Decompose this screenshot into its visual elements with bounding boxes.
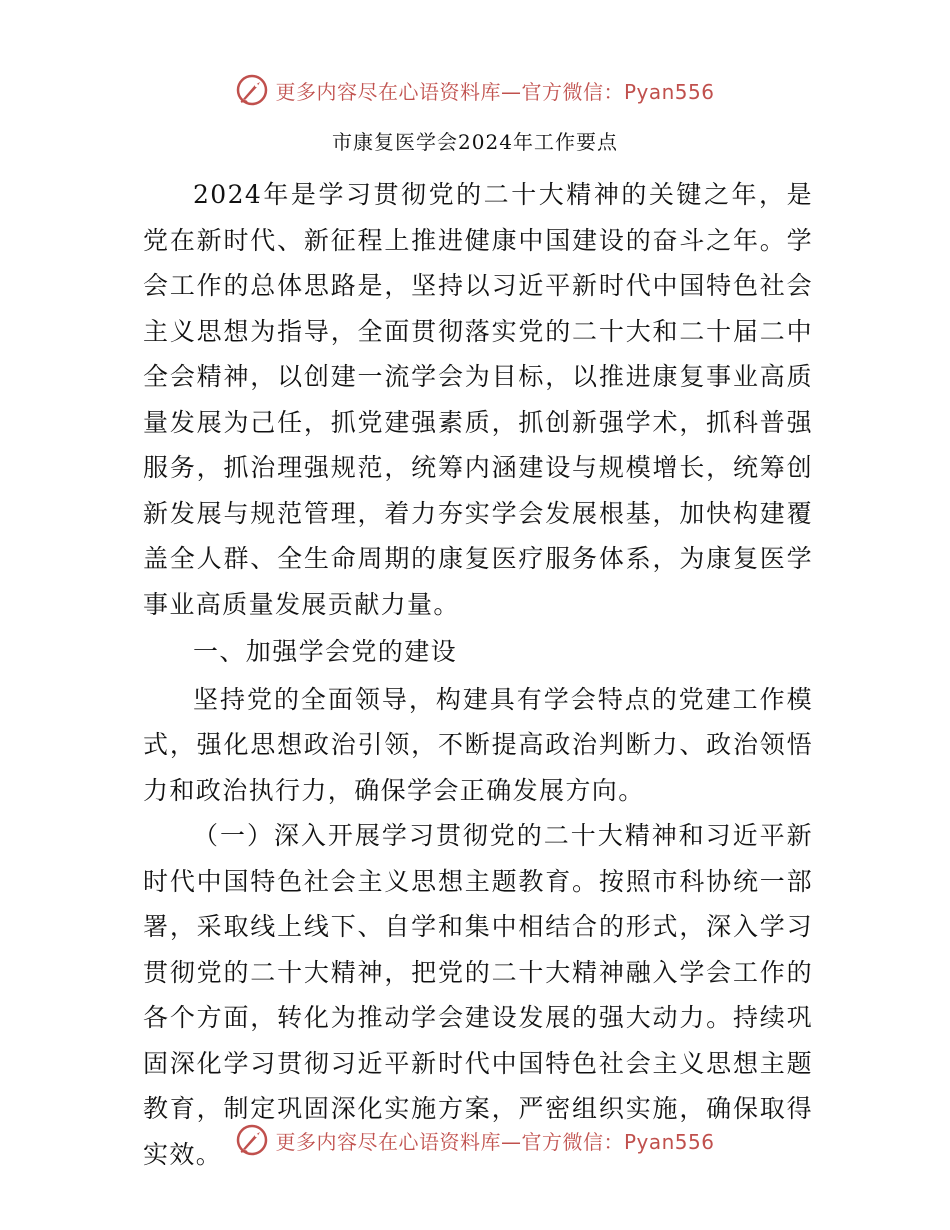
pen-nib-logo-icon xyxy=(235,73,269,107)
watermark-text: 更多内容尽在心语资料库—官方微信：Pyan556 xyxy=(275,79,715,104)
watermark-banner-bottom xyxy=(0,1118,950,1162)
paragraph-subsection-1: （一）深入开展学习贯彻党的二十大精神和习近平新时代中国特色社会主义思想主题教育。按照市科协统一部署，采取线上线下、自学和集中相结合的形式，深入学习贯彻党的二十大精神，把党的二十大精神融入学会工作的各个方面，转化为推动学会建设发展的强大动力。持续巩固深化学习贯彻习近平新时代中国特色社会主义思想主题教育，制定巩固深化实施方案，严密组织实施，确保取得实效。 xyxy=(143,821,813,1169)
paragraph-intro: 2024年是学习贯彻党的二十大精神的关键之年，是党在新时代、新征程上推进健康中国建设的奋斗之年。学会工作的总体思路是，坚持以习近平新时代中国特色社会主义思想为指导，全面贯彻落实党的二十大和二十届二中全会精神，以创建一流学会为目标，以推进康复事业高质量发展为己任，抓党建强素质，抓创新强学术，抓科普强服务，抓治理强规范，统筹内涵建设与规模增长，统筹创新发展与规范管理，着力夯实学会发展根基，加快构建覆盖全人群、全生命周期的康复医疗服务体系，为康复医学事业高质量发展贡献力量。 xyxy=(143,180,813,619)
document-title: 市康复医学会2024年工作要点 xyxy=(332,130,618,154)
document-body xyxy=(143,172,813,1177)
pen-nib-logo-icon xyxy=(235,1123,269,1157)
watermark-banner-top xyxy=(0,68,950,112)
section-heading-party-building: 一、加强学会党的建设 xyxy=(193,637,458,666)
paragraph-party-leadership: 坚持党的全面领导，构建具有学会特点的党建工作模式，强化思想政治引领，不断提高政治判断力、政治领悟力和政治执行力，确保学会正确发展方向。 xyxy=(143,684,813,805)
watermark-text: 更多内容尽在心语资料库—官方微信：Pyan556 xyxy=(275,1129,715,1154)
